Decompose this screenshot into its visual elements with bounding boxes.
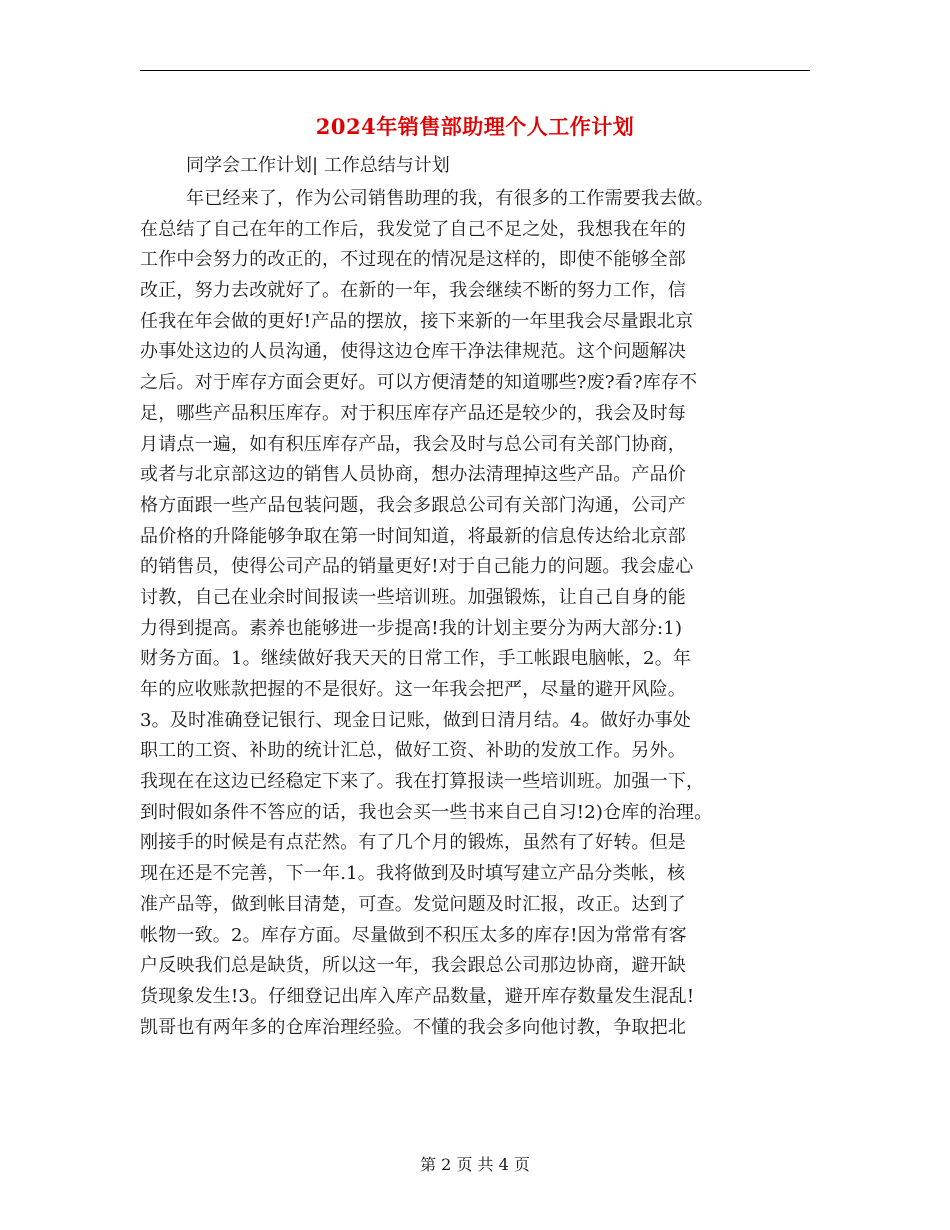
body-line: 办事处这边的人员沟通，使得这边仓库干净法律规范。这个问题解决 [140,341,686,363]
body-line: 的销售员，使得公司产品的销量更好!对于自己能力的问题。我会虚心 [140,556,694,578]
body-line: 货现象发生!3。仔细登记出库入库产品数量，避开库存数量发生混乱! [140,985,695,1007]
header-rule [140,70,810,71]
body-line: 凯哥也有两年多的仓库治理经验。不懂的我会多向他讨教，争取把北 [140,1016,686,1038]
document-subtitle: 同学会工作计划| 工作总结与计划 [186,155,450,176]
body-line: 刚接手的时候是有点茫然。有了几个月的锻炼，虽然有了好转。但是 [140,832,686,854]
body-line: 财务方面。1。继续做好我天天的日常工作，手工帐跟电脑帐，2。年 [140,648,692,670]
body-line: 我现在在这边已经稳定下来了。我在打算报读一些培训班。加强一下， [140,771,705,793]
body-line: 现在还是不完善，下一年.1。我将做到及时填写建立产品分类帐，核 [140,863,686,885]
body-line: 月请点一遍，如有积压库存产品，我会及时与总公司有关部门协商， [140,433,686,455]
page-footer: 第 2 页 共 4 页 [420,1155,530,1174]
body-line: 年已经来了，作为公司销售助理的我，有很多的工作需要我去做。 [186,188,714,209]
body-line: 之后。对于库存方面会更好。可以方便清楚的知道哪些?废?看?库存不 [140,372,698,394]
body-line: 年的应收账款把握的不是很好。这一年我会把严，尽量的避开风险。 [140,679,686,700]
body-line: 在总结了自己在年的工作后，我发觉了自己不足之处，我想我在年的 [140,218,686,240]
body-line: 职工的工资、补助的统计汇总，做好工资、补助的发放工作。另外。 [140,740,686,762]
body-line: 帐物一致。2。库存方面。尽量做到不积压太多的库存!因为常常有客 [140,924,687,946]
body-line: 足，哪些产品积压库存。对于积压库存产品还是较少的，我会及时每 [140,402,686,424]
body-line: 格方面跟一些产品包装问题，我会多跟总公司有关部门沟通，公司产 [140,494,686,516]
body-line: 讨教，自己在业余时间报读一些培训班。加强锻炼，让自己自身的能 [140,586,686,608]
body-line: 户反映我们总是缺货，所以这一年，我会跟总公司那边协商，避开缺 [140,955,686,977]
body-line: 或者与北京部这边的销售人员协商，想办法清理掉这些产品。产品价 [140,464,686,486]
document-body [140,184,820,1043]
document-title: 2024年销售部助理个人工作计划 [315,114,635,139]
body-line: 到时假如条件不答应的话，我也会买一些书来自己自习!2)仓库的治理。 [140,801,713,823]
body-line: 品价格的升降能够争取在第一时间知道，将最新的信息传达给北京部 [140,525,686,547]
body-line: 改正，努力去改就好了。在新的一年，我会继续不断的努力工作，信 [140,280,686,302]
body-line: 力得到提高。素养也能够进一步提高!我的计划主要分为两大部分:1) [140,617,683,639]
body-line: 3。及时准确登记银行、现金日记账，做到日清月结。4。做好办事处 [140,709,692,731]
body-line: 任我在年会做的更好!产品的摆放，接下来新的一年里我会尽量跟北京 [140,310,694,332]
body-line: 工作中会努力的改正的，不过现在的情况是这样的，即使不能够全部 [140,249,686,271]
body-line: 准产品等，做到帐目清楚，可查。发觉问题及时汇报，改正。达到了 [140,893,686,915]
